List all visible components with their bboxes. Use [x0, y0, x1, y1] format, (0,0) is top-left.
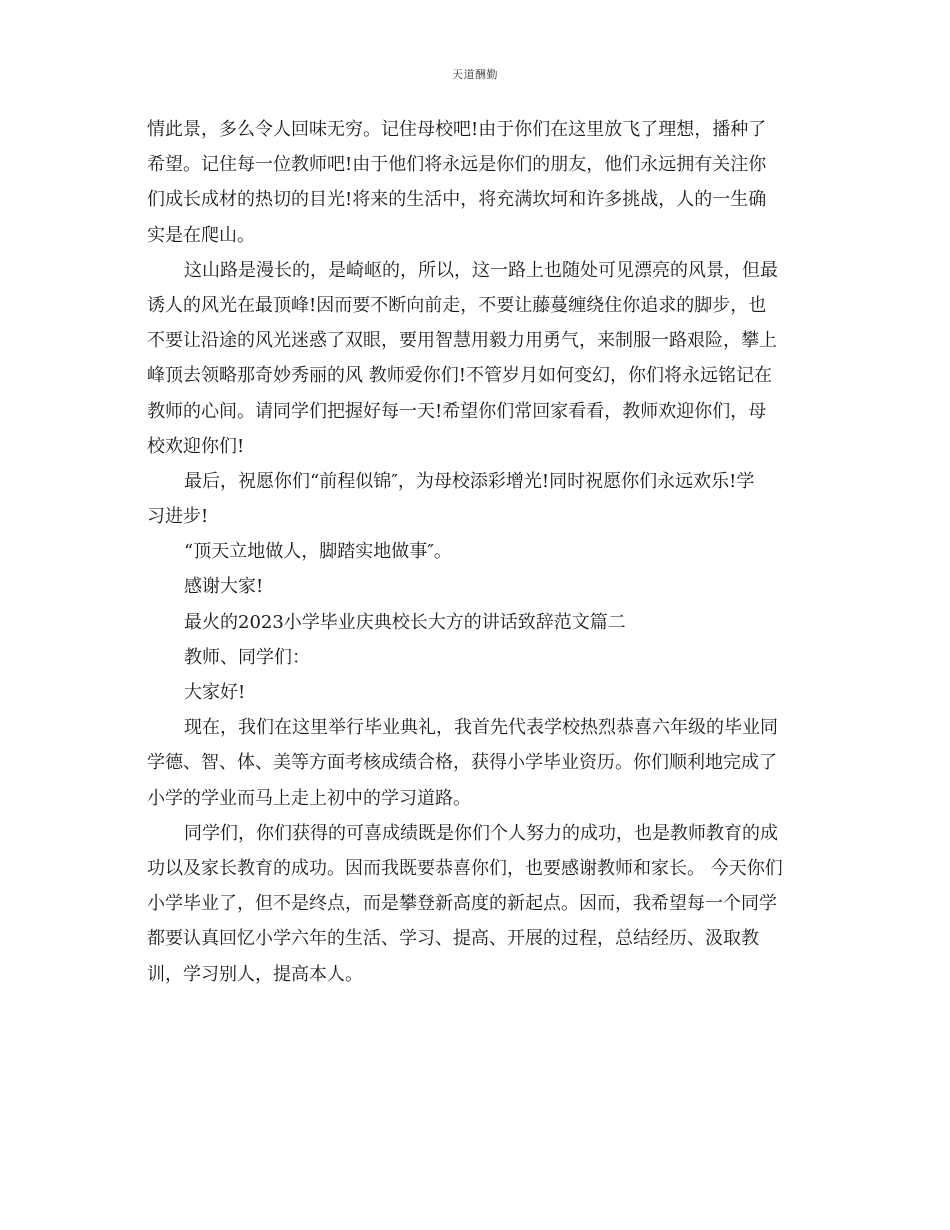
text-line: 训，学习别人，提高本人。 [147, 963, 363, 985]
text-line: 教师、同学们： [184, 646, 310, 668]
text-line: “顶天立地做人，脚踏实地做事″。 [184, 541, 452, 563]
text-line: 功以及家长教育的成功。因而我既要恭喜你们，也要感谢教师和家长。 今天你们 [147, 857, 783, 879]
text-line: 实是在爬山。 [147, 224, 255, 246]
text-line: 峰顶去领略那奇妙秀丽的风 教师爱你们!不管岁月如何变幻，你们将永远铭记在 [147, 365, 772, 387]
text-line: 们成长成材的热切的目光!将来的生活中，将充满坎坷和许多挑战，人的一生确 [147, 189, 767, 211]
text-line: 不要让沿途的风光迷惑了双眼，要用智慧用毅力用勇气，来制服一路艰险，攀上 [147, 330, 777, 352]
document-body [147, 112, 799, 992]
text-line: 希望。记住每一位教师吧!由于他们将永远是你们的朋友，他们永远拥有关注你 [147, 154, 767, 176]
text-line: 习进步! [147, 506, 209, 528]
text-line: 最后，祝愿你们“前程似锦″，为母校添彩增光!同时祝愿你们永远欢乐!学 [184, 470, 755, 492]
text-line: 现在，我们在这里举行毕业典礼，我首先代表学校热烈恭喜六年级的毕业同 [184, 717, 778, 739]
text-line: 情此景，多么令人回味无穷。记住母校吧!由于你们在这里放飞了理想，播种了 [147, 119, 767, 140]
text-line: 教师的心间。请同学们把握好每一天!希望你们常回家看看，教师欢迎你们，母 [147, 400, 767, 422]
text-line: 这山路是漫长的，是崎岖的，所以，这一路上也随处可见漂亮的风景，但最 [184, 259, 778, 281]
text-line: 学德、智、体、美等方面考核成绩合格，获得小学毕业资历。你们顺利地完成了 [147, 752, 777, 774]
text-line: 最火的2023小学毕业庆典校长大方的讲话致辞范文篇二 [184, 611, 626, 633]
text-line: 感谢大家! [184, 576, 264, 598]
text-line: 诱人的风光在最顶峰!因而要不断向前走，不要让藤蔓缠绕住你追求的脚步，也 [147, 294, 767, 316]
text-line: 校欢迎你们! [147, 435, 245, 457]
page-header: 天道酬勤 [452, 68, 498, 81]
text-line: 大家好! [184, 682, 246, 703]
text-line: 同学们，你们获得的可喜成绩既是你们个人努力的成功，也是教师教育的成 [184, 822, 778, 844]
text-line: 小学的学业而马上走上初中的学习道路。 [147, 787, 471, 809]
text-line: 小学毕业了，但不是终点，而是攀登新高度的新起点。因而，我希望每一个同学 [147, 893, 777, 915]
text-line: 都要认真回忆小学六年的生活、学习、提高、开展的过程，总结经历、汲取教 [147, 928, 759, 950]
